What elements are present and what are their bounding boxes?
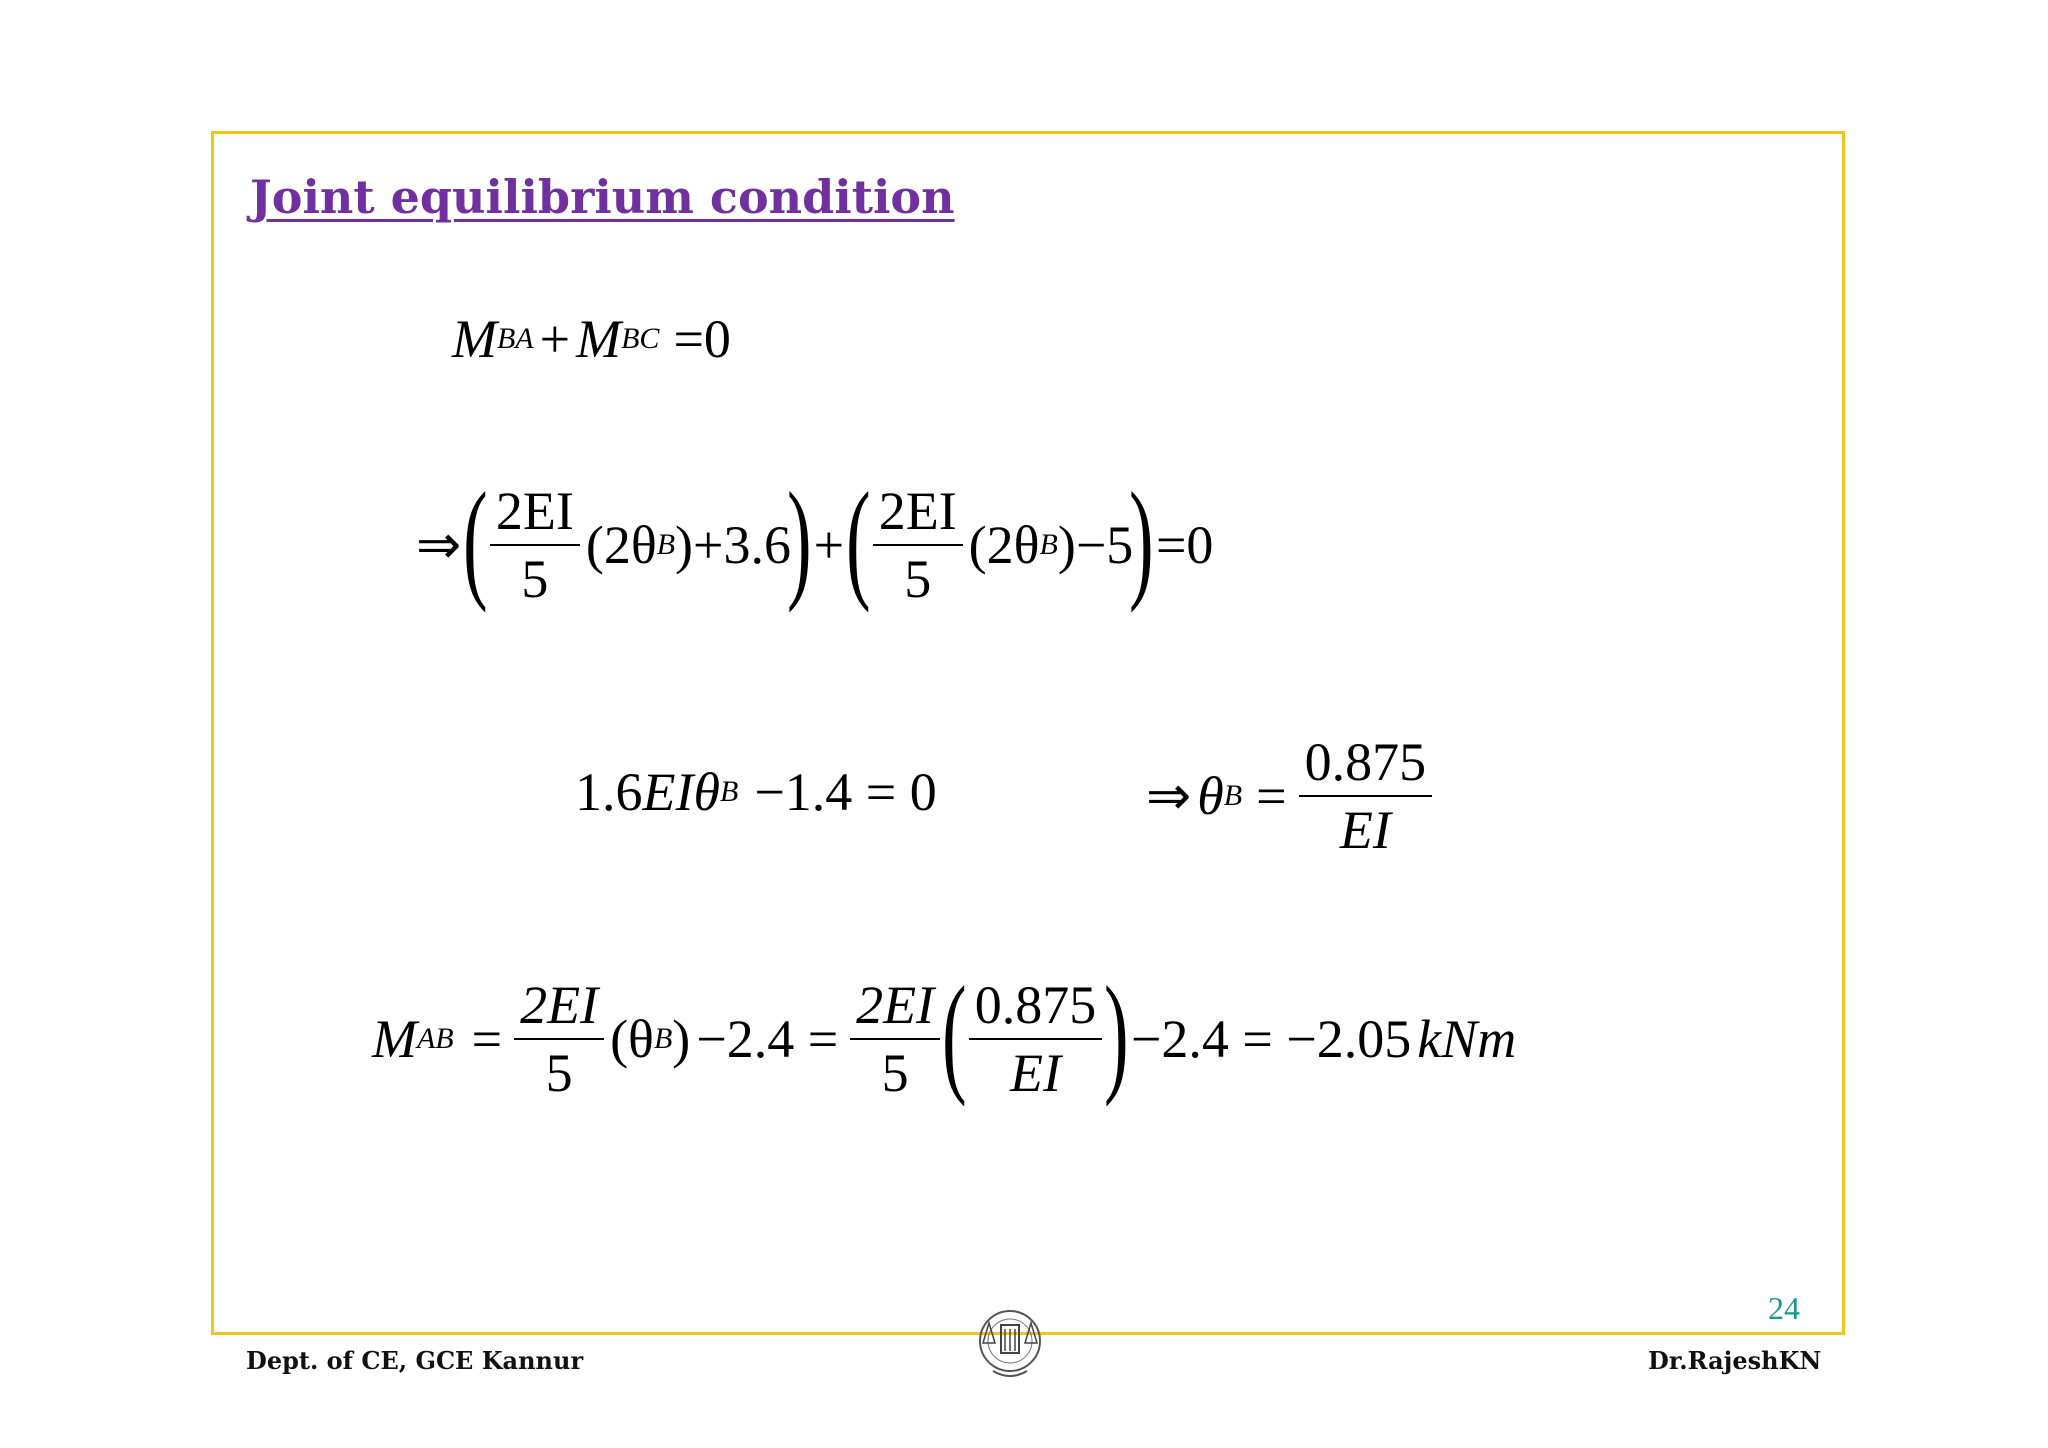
equation-moment-sum: M BA + M BC =0 — [452, 309, 731, 369]
footer-department: Dept. of CE, GCE Kannur — [246, 1346, 584, 1375]
page-number: 24 — [1768, 1290, 1800, 1326]
footer-author: Dr.RajeshKN — [1648, 1346, 1822, 1375]
fraction-0875-over-ei: $\frac{0.875}{EI}$ — [969, 978, 1103, 1100]
equation-simplified: 1.6 EIθ B −1.4 = 0 — [575, 762, 937, 822]
fraction-0875-over-ei: $\frac{0.875}{EI}$ — [1299, 735, 1433, 857]
college-logo-icon — [975, 1303, 1045, 1385]
fraction-2ei-over-5: $\frac{2EI}{5}$ — [873, 484, 963, 606]
fraction-2ei-over-5: $\frac{2EI}{5}$ — [514, 978, 604, 1100]
equation-moment-ab: M AB = $\frac{2EI}{5}$ (θ B ) −2.4 = $\frac{2EI}{5}$ ( $\frac{0.875}{EI}$ ) −2.4 = −2.05 kNm — [372, 959, 1517, 1107]
equation-slope-deflection-substitution: ⇒ ( $\frac{2EI}{5}$ (2θ B ) +3.6 ) + ( $\frac{2EI}{5}$ (2θ B ) −5 ) =0 — [416, 465, 1214, 613]
slide-title: Joint equilibrium condition — [250, 170, 955, 224]
fraction-2ei-over-5: $\frac{2EI}{5}$ — [850, 978, 940, 1100]
equation-theta-b-result: ⇒ θ B = $\frac{0.875}{EI}$ — [1140, 735, 1438, 857]
fraction-2ei-over-5: $\frac{2EI}{5}$ — [490, 484, 580, 606]
